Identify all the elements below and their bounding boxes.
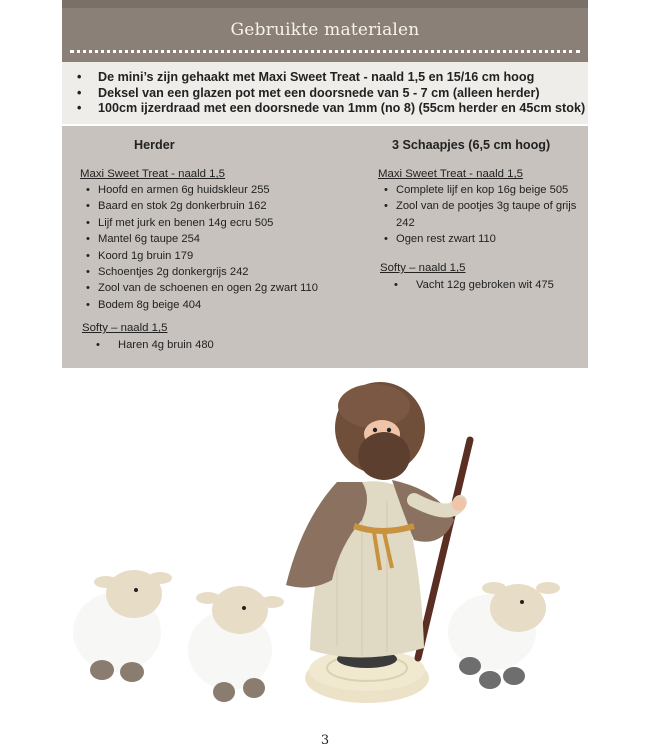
page-title: Gebruikte materialen xyxy=(230,20,420,40)
beard xyxy=(358,432,410,480)
list-item: • Schoentjes 2g donkergrijs 242 xyxy=(86,266,249,279)
list-item: • Lijf met jurk en benen 14g ecru 505 xyxy=(86,216,274,229)
sheep-middle xyxy=(188,586,284,702)
schaapjes-softy-heading: Softy – naald 1,5 xyxy=(380,262,466,274)
materials-panel xyxy=(62,126,588,368)
herder-yarn-list xyxy=(82,182,318,313)
schaapjes-yarn-heading: Maxi Sweet Treat - naald 1,5 xyxy=(378,168,523,180)
sheep-left xyxy=(73,570,172,682)
list-item: • Baard en stok 2g donkerbruin 162 xyxy=(86,200,267,213)
header-top-strip xyxy=(62,0,588,8)
dotted-divider xyxy=(70,50,580,53)
page-number: 3 xyxy=(320,733,330,748)
list-item: 242 xyxy=(396,216,415,229)
header-bar xyxy=(62,0,588,62)
list-item: • Zool van de pootjes 3g taupe of grijs xyxy=(384,200,577,213)
intro-item: • 100cm ijzerdraad met een doorsnede van 1mm (no 8) (55cm herder en 45cm stok) xyxy=(77,101,586,115)
list-item: • Ogen rest zwart 110 xyxy=(384,233,496,246)
schaapjes-yarn-list xyxy=(380,182,586,248)
herder-yarn-heading: Maxi Sweet Treat - naald 1,5 xyxy=(80,168,225,180)
herder-heading: Herder xyxy=(134,138,175,152)
list-item: • Haren 4g bruin 480 xyxy=(96,339,214,351)
schaapjes-softy-list xyxy=(390,277,554,293)
list-item: • Hoofd en armen 6g huidskleur 255 xyxy=(86,184,270,196)
intro-item: • De mini’s zijn gehaakt met Maxi Sweet Treat - naald 1,5 en 15/16 cm hoog xyxy=(77,70,535,84)
list-item: • Mantel 6g taupe 254 xyxy=(86,233,201,246)
list-item: • Bodem 8g beige 404 xyxy=(86,298,202,311)
list-item: • Zool van de schoenen en ogen 2g zwart 110 xyxy=(86,282,318,295)
schaapjes-heading: 3 Schaapjes (6,5 cm hoog) xyxy=(392,138,551,152)
amigurumi-photo xyxy=(62,370,588,734)
list-item: • Complete lijf en kop 16g beige 505 xyxy=(384,184,569,196)
list-item: • Vacht 12g gebroken wit 475 xyxy=(394,279,554,291)
herder-softy-list xyxy=(92,337,214,353)
sheep-right xyxy=(448,582,560,689)
intro-item: • Deksel van een glazen pot met een doorsnede van 5 - 7 cm (alleen herder) xyxy=(77,85,540,100)
intro-section xyxy=(62,62,588,124)
list-item: • Koord 1g bruin 179 xyxy=(86,249,194,262)
herder-softy-heading: Softy – naald 1,5 xyxy=(82,322,168,334)
